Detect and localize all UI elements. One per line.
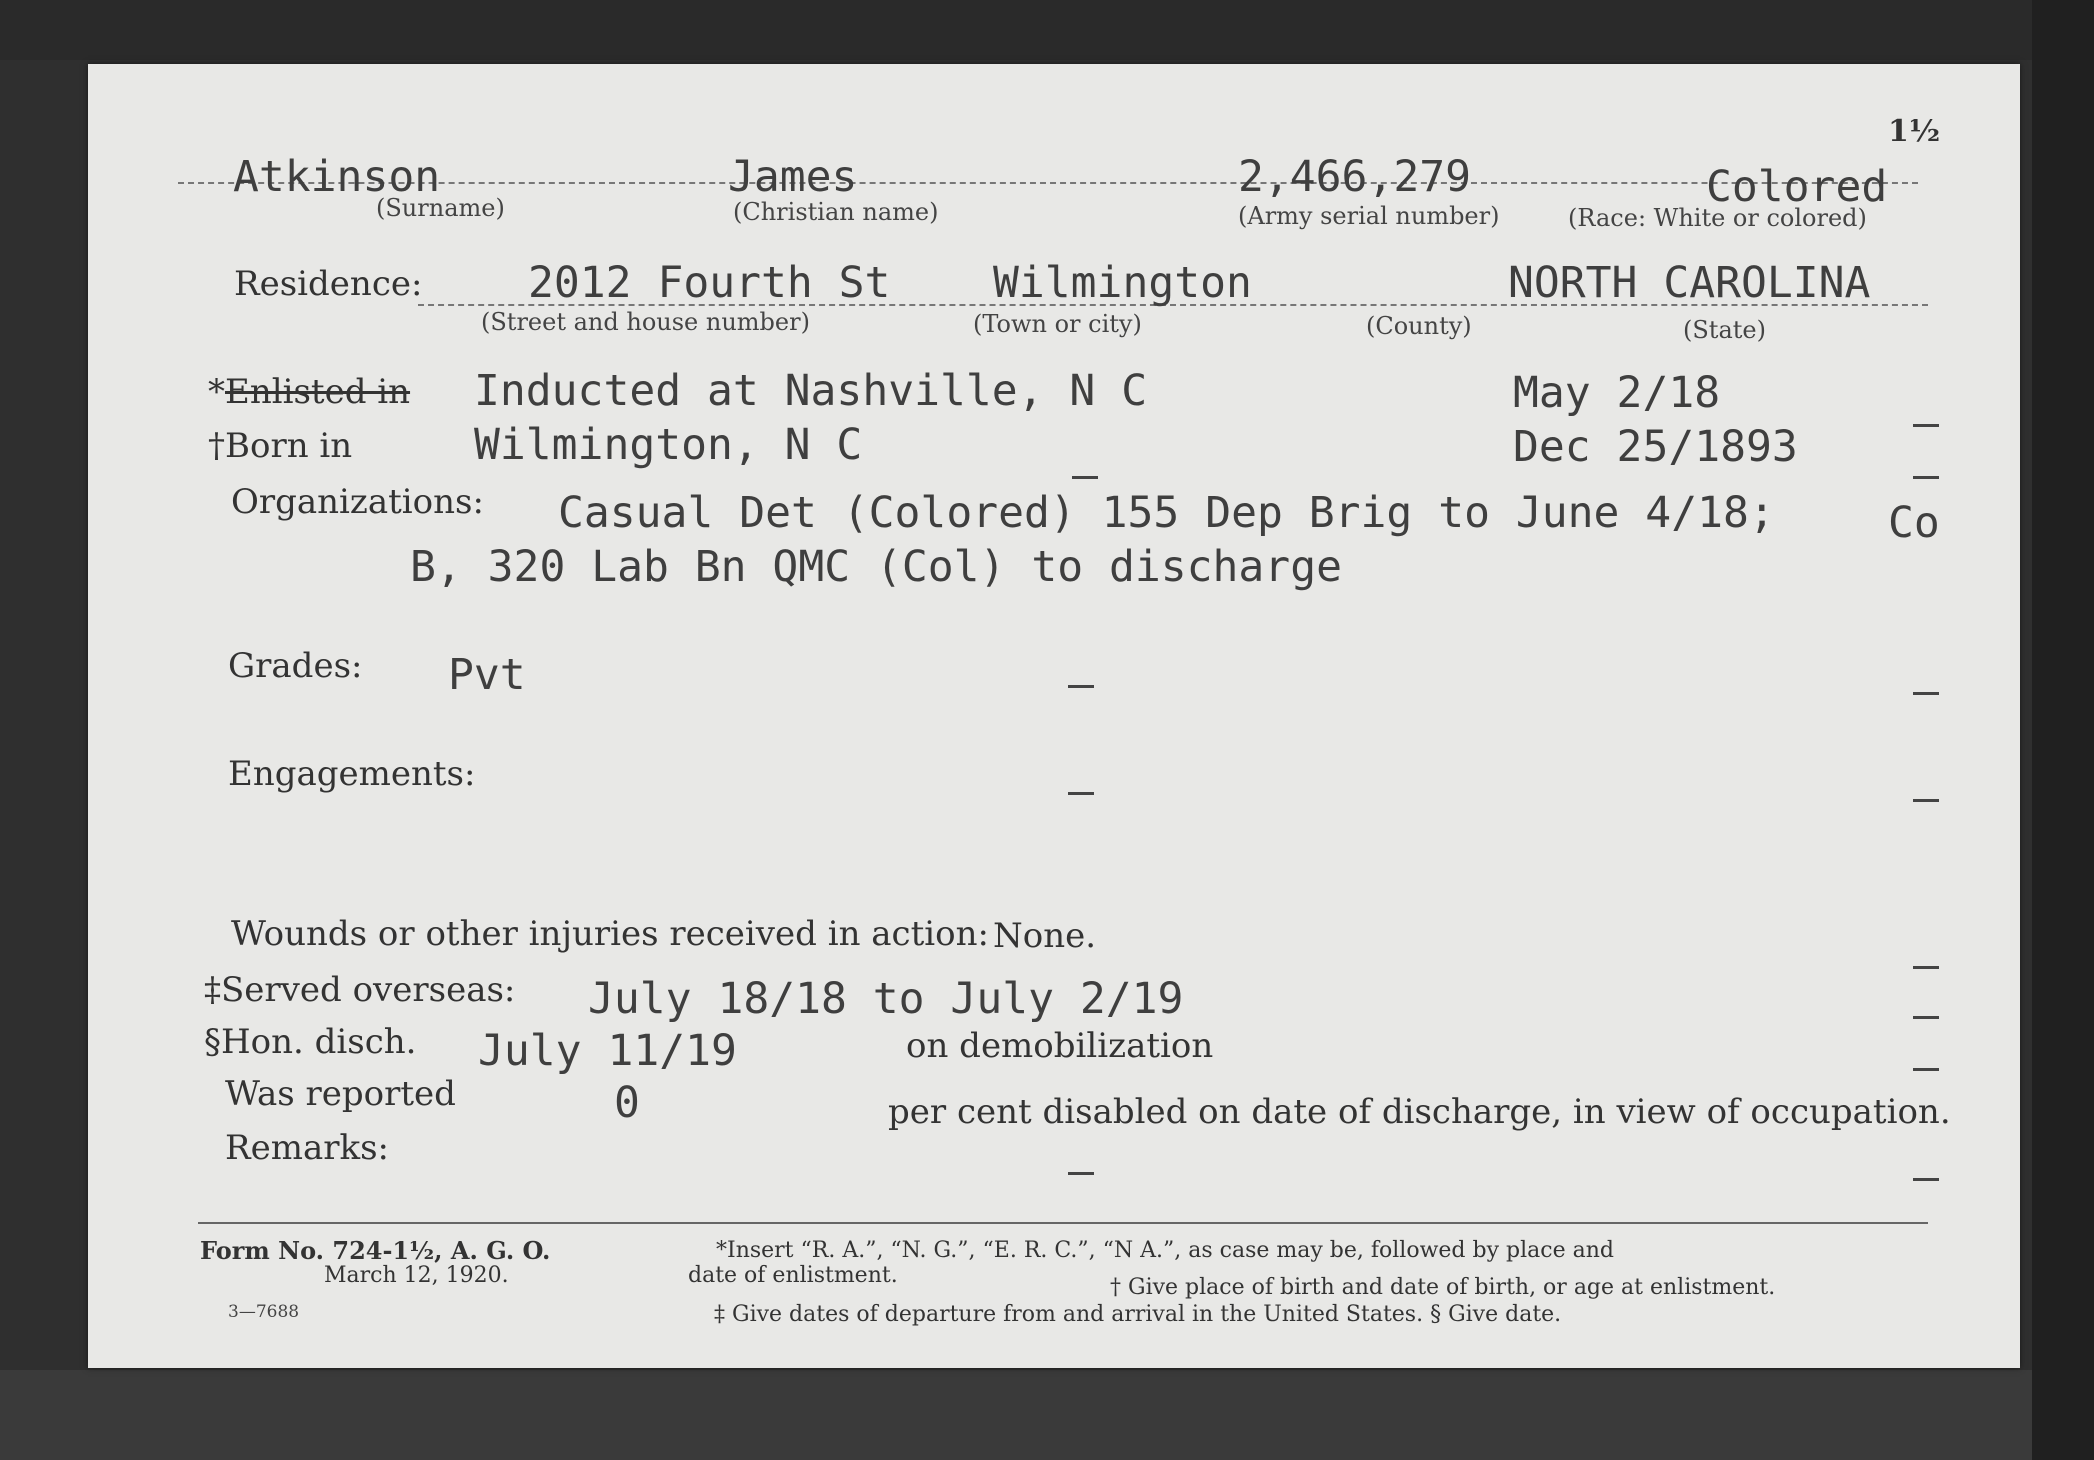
grades-mid-dash xyxy=(1068,685,1094,688)
wounds-value: None. xyxy=(993,916,1097,956)
remarks-right-dash xyxy=(1913,1178,1939,1181)
christian-name-caption: (Christian name) xyxy=(733,198,939,226)
discharge-label: §Hon. disch. xyxy=(204,1022,417,1062)
surname-value: Atkinson xyxy=(233,152,441,202)
organizations-line-1-end: Co xyxy=(1888,498,1940,548)
background-top xyxy=(0,0,2094,60)
race-value: Colored xyxy=(1706,162,1888,212)
grades-label: Grades: xyxy=(228,646,363,686)
card-number: 1½ xyxy=(1888,114,1941,149)
discharge-text: on demobilization xyxy=(906,1026,1214,1066)
form-date: March 12, 1920. xyxy=(324,1263,509,1288)
christian-name-value: James xyxy=(728,152,858,202)
born-mid-dash xyxy=(1072,476,1098,479)
born-right-dash xyxy=(1913,476,1939,479)
overseas-label: ‡Served overseas: xyxy=(204,970,516,1010)
organizations-line-2: B, 320 Lab Bn QMC (Col) to discharge xyxy=(410,542,1342,592)
wounds-right-dash xyxy=(1913,966,1939,969)
reported-value: 0 xyxy=(614,1078,640,1128)
footnote-born: † Give place of birth and date of birth, or age at enlistment. xyxy=(1110,1275,1776,1300)
print-code: 3—7688 xyxy=(228,1302,300,1322)
county-caption: (County) xyxy=(1366,312,1472,340)
grades-right-dash xyxy=(1913,692,1939,695)
street-caption: (Street and house number) xyxy=(481,308,810,336)
street-value: 2012 Fourth St xyxy=(528,258,891,308)
surname-caption: (Surname) xyxy=(376,194,505,222)
footnote-overseas: ‡ Give dates of departure from and arrival in the United States. § Give date. xyxy=(714,1302,1562,1327)
remarks-label: Remarks: xyxy=(225,1128,389,1168)
enlisted-label xyxy=(208,372,410,412)
race-caption: (Race: White or colored) xyxy=(1568,204,1867,232)
footnote-enlisted: *Insert “R. A.”, “N. G.”, “E. R. C.”, “N A.”, as case may be, followed by place and xyxy=(716,1238,1614,1263)
born-place: Wilmington, N C xyxy=(474,420,863,470)
grades-value: Pvt xyxy=(448,650,526,700)
discharge-right-dash xyxy=(1913,1068,1939,1071)
serial-number-value: 2,466,279 xyxy=(1238,152,1471,202)
discharge-date: July 11/19 xyxy=(478,1026,737,1076)
engagements-mid-dash xyxy=(1068,792,1094,795)
organizations-line-1: Casual Det (Colored) 155 Dep Brig to June 4/18; xyxy=(558,488,1775,538)
wounds-label: Wounds or other injuries received in action: xyxy=(231,914,989,954)
enlisted-value: Inducted at Nashville, N C xyxy=(474,366,1148,416)
born-label: †Born in xyxy=(208,426,353,466)
state-caption: (State) xyxy=(1683,316,1766,344)
enlisted-asterisk: * xyxy=(208,372,225,412)
town-value: Wilmington xyxy=(993,258,1252,308)
organizations-label: Organizations: xyxy=(231,482,484,522)
enlisted-label-struck: Enlisted in xyxy=(225,372,411,412)
reported-label: Was reported xyxy=(225,1074,456,1114)
footer-rule xyxy=(198,1222,1928,1224)
background-bottom xyxy=(0,1370,2094,1460)
town-caption: (Town or city) xyxy=(973,310,1142,338)
engagements-label: Engagements: xyxy=(228,754,476,794)
footnote-enlisted-cont: date of enlistment. xyxy=(688,1263,898,1288)
overseas-right-dash xyxy=(1913,1016,1939,1019)
remarks-mid-dash xyxy=(1068,1172,1094,1175)
overseas-value: July 18/18 to July 2/19 xyxy=(588,974,1184,1024)
serial-number-caption: (Army serial number) xyxy=(1238,202,1500,230)
born-date: Dec 25/1893 xyxy=(1513,422,1798,472)
enlisted-right-dash xyxy=(1913,424,1939,427)
residence-label: Residence: xyxy=(234,264,423,304)
reported-text: per cent disabled on date of discharge, in view of occupation. xyxy=(888,1092,1951,1132)
state-value: NORTH CAROLINA xyxy=(1508,258,1871,308)
enlisted-date: May 2/18 xyxy=(1513,368,1721,418)
background-right xyxy=(2032,0,2094,1460)
service-record-card xyxy=(88,64,2020,1368)
form-number: Form No. 724-1½, A. G. O. xyxy=(200,1236,551,1265)
engagements-right-dash xyxy=(1913,799,1939,802)
